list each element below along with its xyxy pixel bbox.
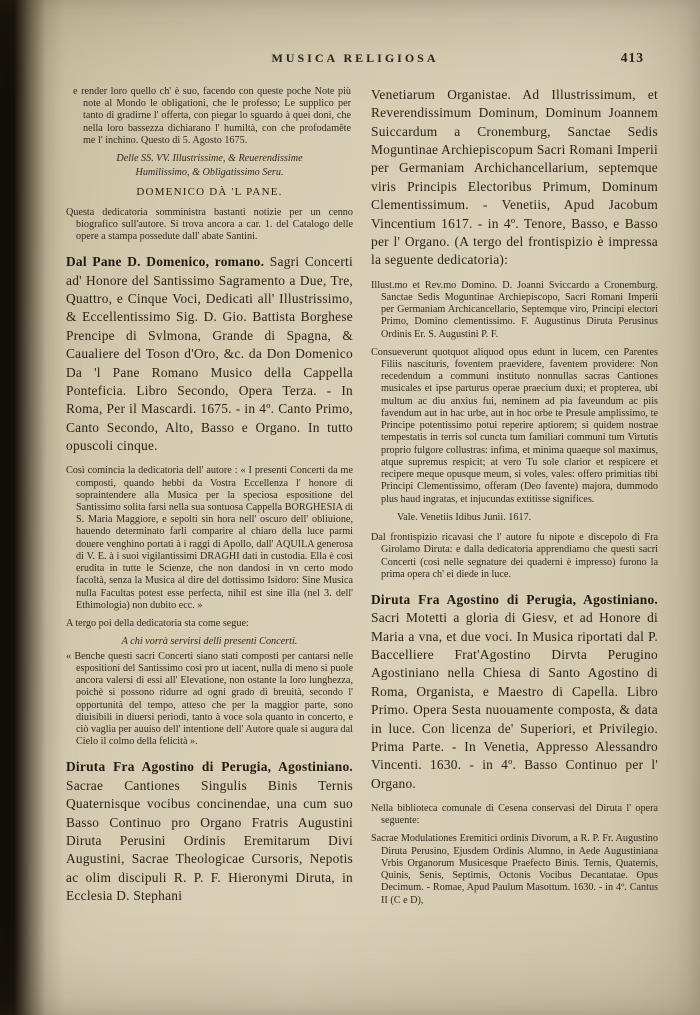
right-column xyxy=(371,86,658,1014)
entry-heading: Dal Pane D. Domenico, romano. xyxy=(66,254,270,270)
dedication-address: Illust.mo et Rev.mo Domino. D. Joanni Sviccardo a Cronemburg. Sanctae Sedis Moguntinae Archiepiscopo, Sacri Romani Imperii per Germaniam Archicancellario, Septemque viro, Principi electori Primo, Domino clementissimo. F. Augustinus Diruta Perusinus Ordinis Er. S. Augustini P. F. xyxy=(371,279,658,340)
dedication-closing-line-1: Delle SS. VV. Illustrissime, & Reuerendissime xyxy=(116,153,303,165)
benche-quote: « Benche questi sacri Concerti siano stati composti per cantarsi nelle espositioni del Santissimo così pro ut iacent, nulla di meno si puole ancora valersi di essi all' Elevatione, non ostante la loro lunghezza, poichè si possono ridurre ad ogni grado di breuità, secondo l' opportunità del tempo, atteso che per la maggior parte, sono diuisibili in diuersi periodi, tanto à voce sola quanto in concerto, e ciò vaglia per auuiso dell' intentione dell' Autore quale si augura dal Cielo il colmo della felicità ». xyxy=(66,650,353,748)
dedication-closing-line-2: Humilissimo, & Obligatissimo Seru. xyxy=(135,167,284,179)
a-tergo-note: A tergo poi della dedicatoria sta come segue: xyxy=(66,618,249,630)
continuation-paragraph: e render loro quello ch' è suo, facendo con queste poche Note più note al Mondo le obligationi, che le professo; Le supplico per tanto di gradirne l' offerta, con piegar lo sguardo à quei doni, che nella loro bassezza dichiarano l' humiltà, con che profodamēte me l' inchino. Questo di 5. Agosto 1675. xyxy=(73,86,351,146)
entry-diruta-continuation: Venetiarum Organistae. Ad Illustrissimum, et Reverendissimum Dominum, Dominum Joannem Suiccardum a Cronemburg, Sanctae Sedis Moguntinae Archiepiscopum Sacri Romani Imperii per Germaniam Archichancellarium, septemque viris Principis Electoribus Primum, Dominum Clementissimum. - Venetiis, Apud Jacobum Vincentium 1617. - in 4º. Tenore, Basso, e Basso per l' Organo. (A tergo del frontispizio è impressa la seguente dedicatoria): xyxy=(371,87,658,268)
entry-heading: Diruta Fra Agostino di Perugia, Agostiniano. xyxy=(371,591,658,607)
dedication-author-name: DOMENICO DÀ 'L PANE. xyxy=(136,185,283,198)
vale-line: Vale. Venetiis Idibus Junii. 1617. xyxy=(397,511,532,523)
entry-dal-pane: Dal Pane D. Domenico, romano. Sagri Concerti ad' Honore del Santissimo Sagramento a Due, Tre, Quattro, e Cinque Voci, Dedicati all' Illustrissimo, & Eccellentissimo Sig. D. Gio. Battista Borghese Prencipe di Svlmona, Grande di Spagna, & Caualiere del Toson d'Oro, &c. da Don Domenico Da 'l Pane Romano Musico della Cappella Ponteficia. Libro Secondo, Opera Terza. - In Roma, Per il Mascardi. 1675. - in 4º. Canto Primo, Canto Secondo, Alto, Basso e Organo. In tutto opuscoli cinque. xyxy=(66,254,353,453)
page-content xyxy=(66,50,658,1014)
binding-gutter-shadow xyxy=(0,0,64,1015)
concerti-heading: A chi vorrà servirsi delli presenti Concerti. xyxy=(121,636,298,648)
two-column-text xyxy=(66,86,658,1014)
sacrae-modulationes-note: Sacrae Modulationes Eremitici ordinis Divorum, a R. P. Fr. Augustino Diruta Perusino, Ejusdem Ordinis Alumno, in Aede Augustiniana Vrbis Organorum Musicesque Praefecto Binis. Ternis, Quaternis, Quinis, Senis, Septimis, Octonis Vocibus Decantatae. Opus Decimum. - Romae, Apud Paulum Masottum. 1630. - in 4º. Cantus II (C e D), xyxy=(371,833,658,906)
frontispiece-note: Dal frontispizio ricavasi che l' autore fu nipote e discepolo di Fra Girolamo Diruta: e dalla dedicatoria apprendiamo che questi sacri Concerti (così nelle segnature dei quaderni è impresso) furono la prima opera ch' ei diede in luce. xyxy=(371,532,658,580)
dedication-quote-note: Così comincia la dedicatoria dell' autore : « I presenti Concerti da me composti, quando hebbi da Vostra Eccellenza l' honore di sopraintendere alla Musica per la speciosa espositione del Santissimo solita farsi nella sua sontuosa Cappella BORGHESIA di S. Maria Maggiore, e sepolti sin hora nell' oscuro dell' obliuione, hauendo determinato farli comparire al chiaro della luce parmi douere venghino portati à i raggi di Apollo, dall' AQUILA generosa di V. E. à i suoi vigilantissimi DRAGHI dati in custodia. Ella è così erudita in tutte le Scienze, che non dandosi in vn certo modo facoltà, senza la Musica al dire del dottissimo Isidoro: Sine Musica nulla Facultas potest esse perfecta, nihil est sine illa (nel 3. dell' Ethimologia) non dubito ecc. » xyxy=(66,465,353,611)
dedication-latin-text: Consueverunt quotquot aliquod opus edunt in lucem, cen Parentes Filiis nascituris, foventem praevidere, faventem providere: Non recedendum a communi instituto nonnullas sacras Cantiones musicales et ipse parturus operae praecium duxi; et propterea, ubi multum ac diu anxius fui, neminem ad pia faveundum ac piis favendum aut in hac urbe, aut in hoc orbe te Presule amplissimo, te Principe potentissimo potui reperire aptiorem; si quidem nostrae tempestatis in terris sol cuncta tum familiari communi tum Virtutis proprio fulgore collustras: infima, et minima quaeque sol maximus, atque supremus respicit; at vero Tu sole clarior et respicere et recipere meque opusque meum, si voles, vales: offero primitias tibi Principi Clementissimo, offeram (Deo favente) majora, dummodo plus haud ingratas, et injucundas extitisse significes. xyxy=(371,346,658,505)
left-column xyxy=(66,86,353,1014)
page-number: 413 xyxy=(620,50,644,65)
running-header xyxy=(66,50,658,66)
cesena-note: Nella biblioteca comunale di Cesena conservasi del Diruta l' opera seguente: xyxy=(371,802,658,827)
entry-diruta-sacri-motetti: Diruta Fra Agostino di Perugia, Agostiniano. Sacri Motetti a gloria di Giesv, et ad Honore di Maria a vna, et due voci. In Musica riportati dal P. Baccelliere Frat'Agostino Dirvta Perugino Agostiniano nella Chiesa di Santo Agostino di Roma, Organista, e Maestro di Capella. Libro Primo. Opera Sesta nuouamente composta, & data in luce. Con licenza de' Superiori, et Privilegio. Prima Parte. - In Venetia, Appresso Alessandro Vincenti. 1630. - in 4º. Basso Continuo per l' Organo. xyxy=(371,591,658,791)
running-title: MUSICA RELIGIOSA xyxy=(271,51,439,65)
bibliographic-note: Questa dedicatoria somministra bastanti notizie per un cenno biografico sull'autore. Si trova ancora a car. 1. del Catalogo delle opere a stampa possedute dall' abate Santini. xyxy=(66,206,353,243)
entry-diruta-sacrae-cantiones: Diruta Fra Agostino di Perugia, Agostiniano. Sacrae Cantiones Singulis Binis Ternis Quaternisque vocibus concinendae, una cum suo Basso Continuo pro Organo Fratris Augustini Diruta Perusini Ordinis Eremitarum Divi Augustini, Sacrae Theologicae Cursoris, Nepotis ac olim discipuli R. P. F. Hieronymi Diruta, in Ecclesia D. Stephani xyxy=(66,759,353,903)
entry-heading: Diruta Fra Agostino di Perugia, Agostiniano. xyxy=(66,759,353,775)
